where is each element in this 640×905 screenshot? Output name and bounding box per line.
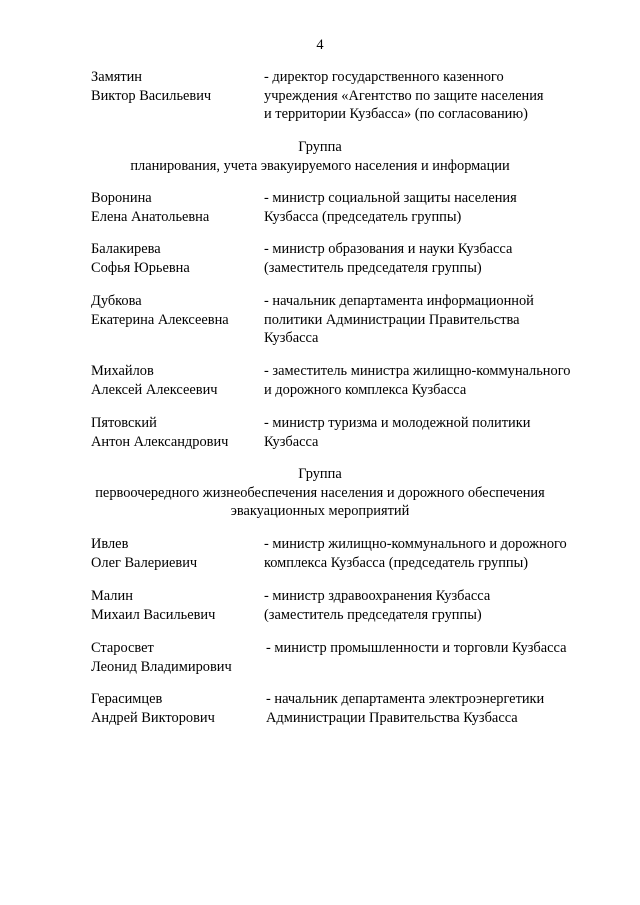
given-names: Михаил Васильевич	[91, 606, 216, 623]
group-title-line: первоочередного жизнеобеспечения населения и дорожного обеспечения	[95, 484, 545, 501]
member-position	[266, 690, 601, 727]
position-line: - директор государственного казенного	[264, 69, 504, 85]
position-line: Кузбасса	[264, 330, 319, 346]
member-name	[91, 690, 261, 727]
position-line: - министр жилищно-коммунального и дорожного	[264, 536, 567, 552]
member-name	[91, 535, 261, 572]
position-line: учреждения «Агентство по защите населения	[264, 87, 544, 104]
surname: Ивлев	[91, 536, 129, 552]
surname: Малин	[91, 588, 133, 604]
position-line: - министр туризма и молодежной политики	[264, 415, 531, 431]
position-line: - заместитель министра жилищно-коммунального	[264, 363, 571, 379]
position-line: (заместитель председателя группы)	[264, 606, 482, 623]
member-name	[91, 639, 261, 676]
surname: Воронина	[91, 190, 152, 206]
member-position	[264, 587, 599, 624]
given-names: Елена Анатольевна	[91, 208, 210, 225]
surname: Герасимцев	[91, 691, 163, 707]
given-names: Леонид Владимирович	[91, 658, 232, 675]
group-title-line: Группа	[298, 466, 342, 482]
group-title	[60, 465, 580, 521]
member-position	[264, 292, 599, 348]
position-line: - начальник департамента электроэнергетики	[266, 691, 545, 707]
given-names: Екатерина Алексеевна	[91, 311, 229, 328]
surname: Дубкова	[91, 293, 142, 309]
group-title-line: планирования, учета эвакуируемого населения и информации	[130, 157, 510, 174]
group-title-line: эвакуационных мероприятий	[230, 503, 410, 519]
member-position	[264, 535, 599, 572]
group-title-line: Группа	[298, 139, 342, 155]
surname: Михайлов	[91, 363, 154, 379]
position-line: и территории Кузбасса» (по согласованию)	[264, 106, 528, 122]
member-position	[264, 362, 599, 399]
position-line: - министр образования и науки Кузбасса	[264, 241, 513, 257]
surname: Пятовский	[91, 415, 157, 431]
member-name	[91, 414, 261, 451]
given-names: Антон Александрович	[91, 433, 229, 450]
member-position	[264, 189, 599, 226]
member-name	[91, 587, 261, 624]
group-title	[60, 138, 580, 175]
position-line: и дорожного комплекса Кузбасса	[264, 381, 467, 398]
member-position	[264, 240, 599, 277]
given-names: Виктор Васильевич	[91, 87, 212, 104]
position-line: Кузбасса	[264, 433, 319, 450]
position-line: - министр промышленности и торговли Кузбасса	[266, 640, 567, 656]
position-line: Администрации Правительства Кузбасса	[266, 709, 518, 726]
member-position	[264, 68, 599, 124]
member-position	[264, 414, 599, 451]
position-line: (заместитель председателя группы)	[264, 259, 482, 276]
position-line: - начальник департамента информационной	[264, 293, 534, 309]
position-line: - министр здравоохранения Кузбасса	[264, 588, 491, 604]
position-line: Кузбасса (председатель группы)	[264, 208, 462, 225]
position-line: комплекса Кузбасса (председатель группы)	[264, 554, 529, 571]
member-position	[266, 639, 601, 658]
given-names: Олег Валериевич	[91, 554, 198, 571]
member-name	[91, 240, 261, 277]
member-name	[91, 292, 261, 329]
given-names: Андрей Викторович	[91, 709, 215, 726]
given-names: Алексей Алексеевич	[91, 381, 218, 398]
surname: Замятин	[91, 69, 143, 85]
position-line: - министр социальной защиты населения	[264, 190, 517, 206]
member-name	[91, 189, 261, 226]
surname: Балакирева	[91, 241, 161, 257]
page-number: 4	[316, 37, 324, 53]
position-line: политики Администрации Правительства	[264, 311, 520, 328]
given-names: Софья Юрьевна	[91, 259, 190, 276]
member-name	[91, 362, 261, 399]
member-name	[91, 68, 261, 105]
surname: Старосвет	[91, 640, 154, 656]
